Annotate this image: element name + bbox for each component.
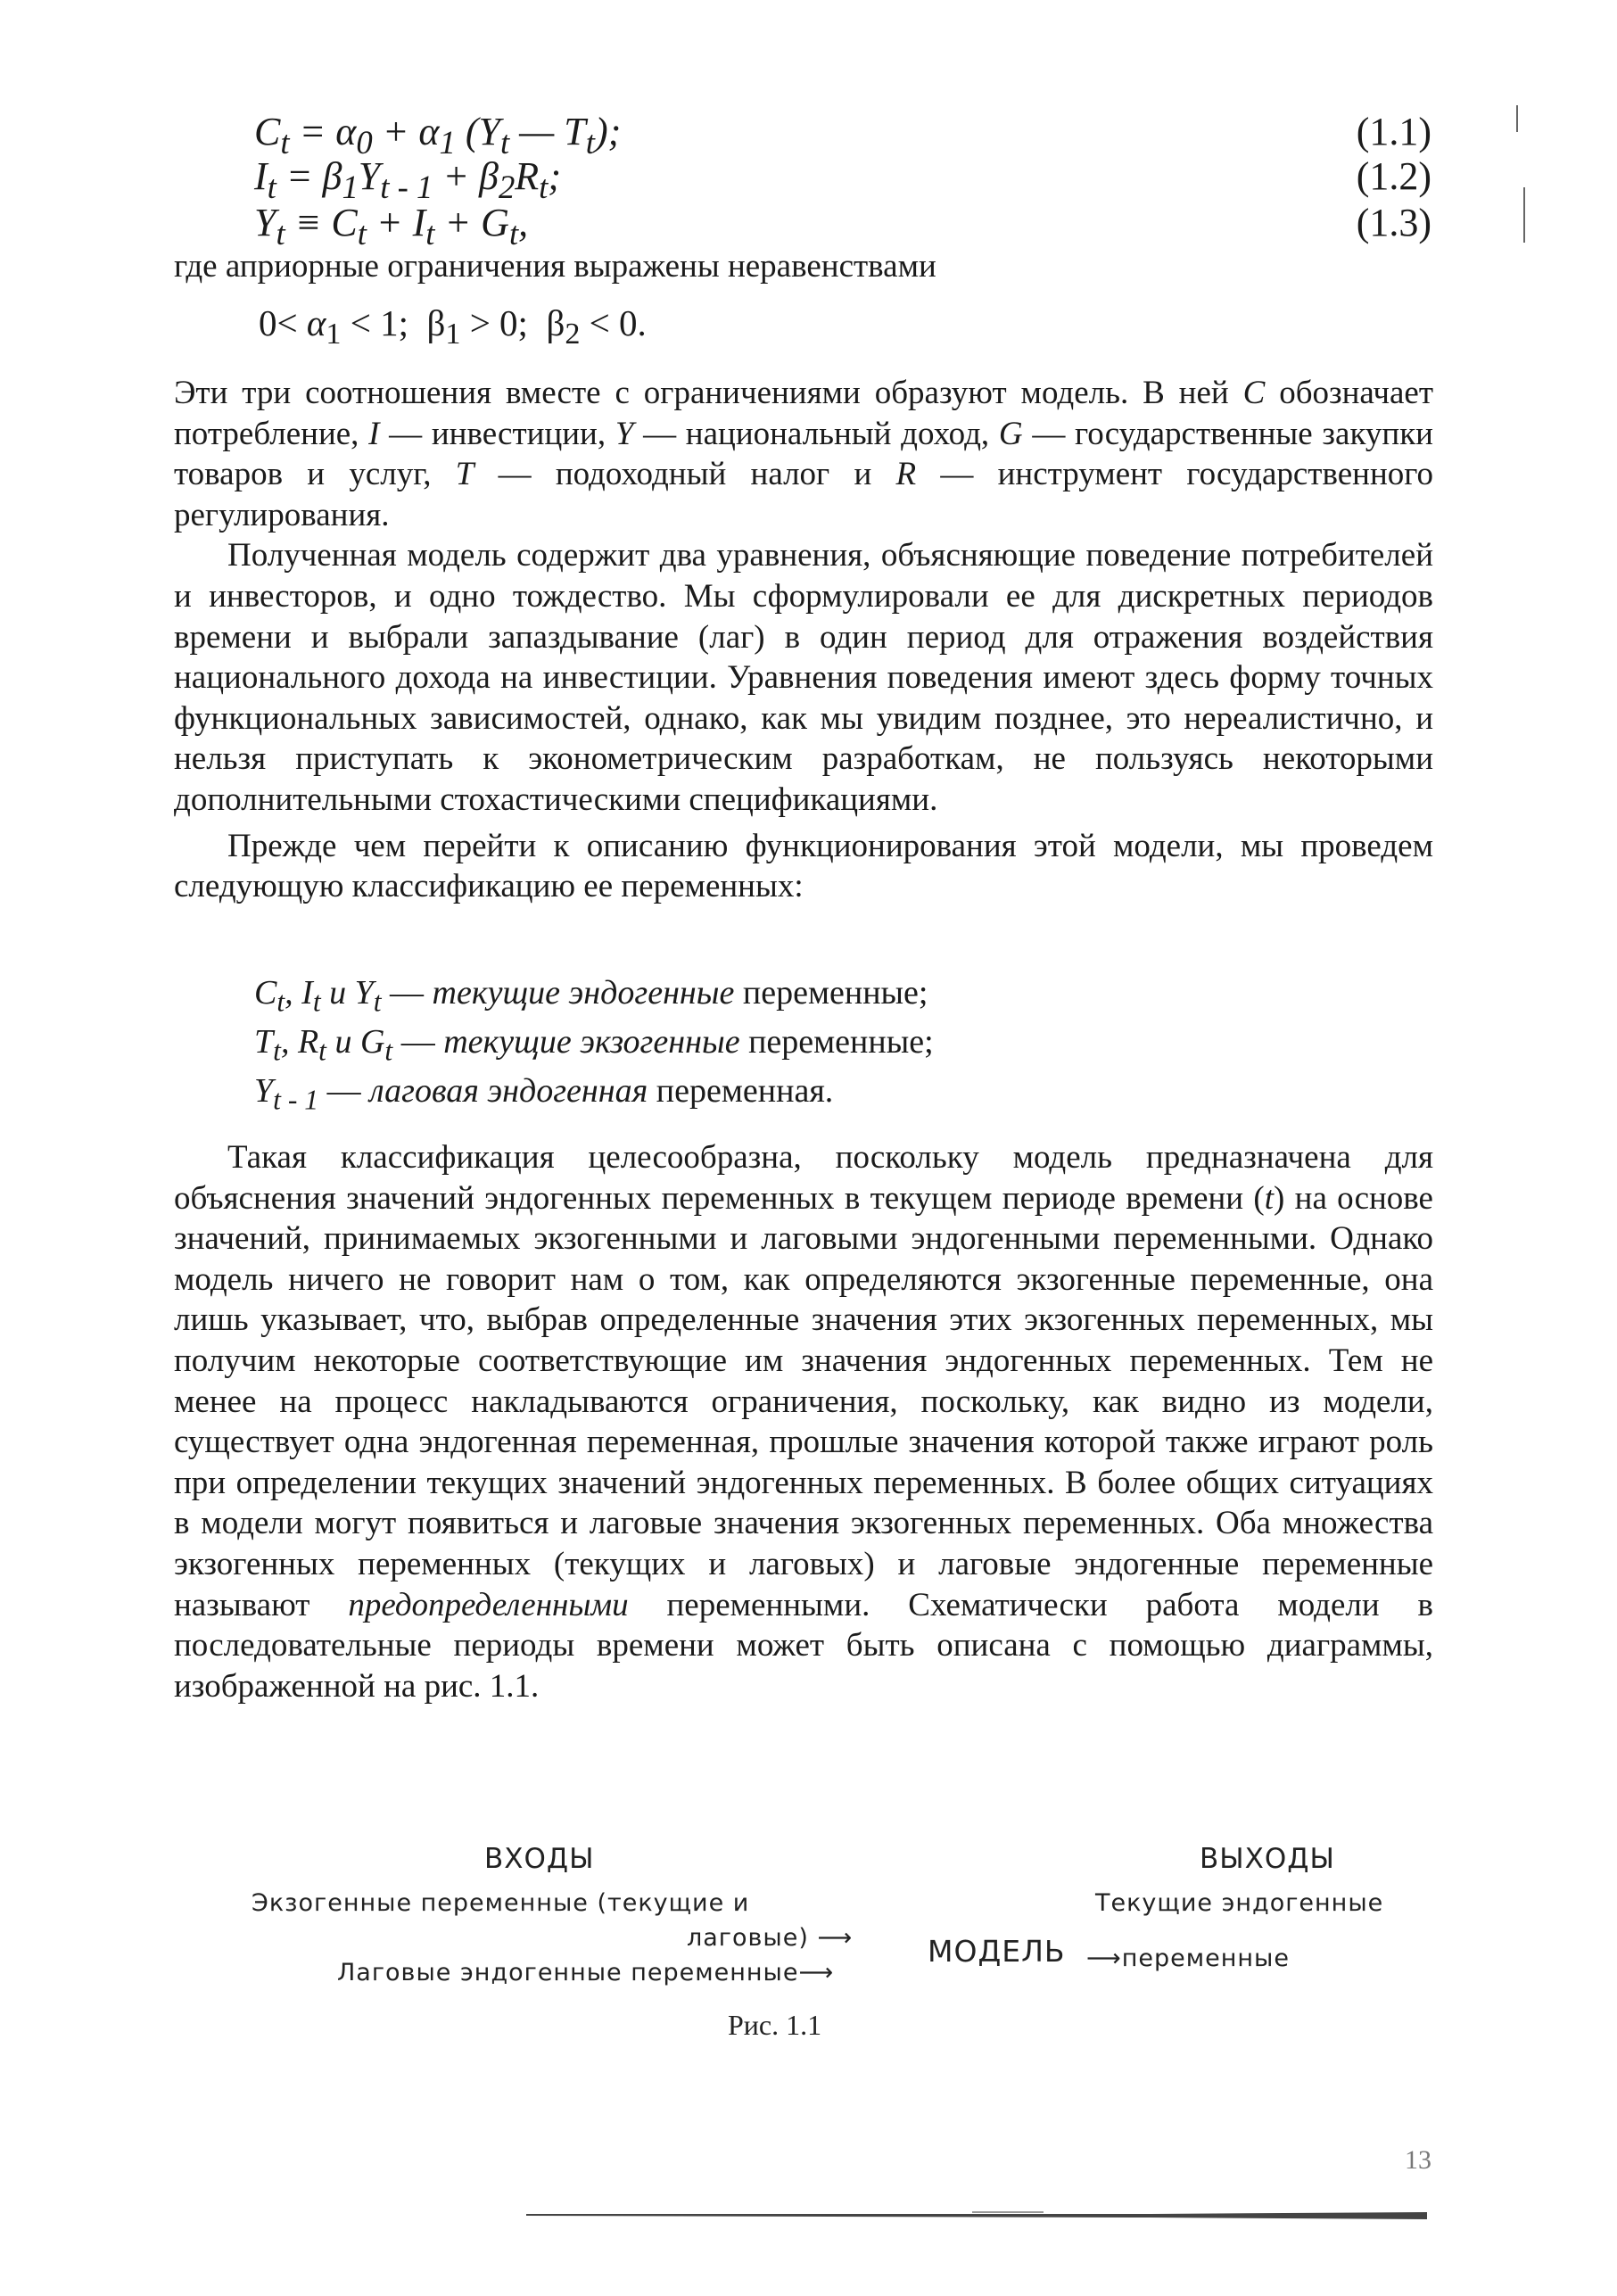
classification-item: $C_t$, $I_t$ и $Y_t$ — текущие эндогенные переменные; bbox=[254, 974, 928, 1018]
constraint-intro: где априорные ограничения выражены неравенствами bbox=[174, 248, 936, 285]
paragraph-block-1 bbox=[174, 373, 1433, 907]
equation-number: (1.2) bbox=[1356, 154, 1431, 198]
equation-lhs: $C_t$ bbox=[254, 110, 290, 161]
diagram-output-current: Текущие эндогенные bbox=[1095, 1889, 1384, 1917]
paragraph-model-description: Полученная модель содержит два уравнения, объясняющие поведение потребителей и инвесторов, и одно тождество. Мы сформулировали ее для дискретных периодов времени и выбрали запаздывание (лаг) в один период для отражения воздействия национального дохода на инвестиции. Уравнения поведения имеют здесь форму точных функциональных зависимостей, однако, как мы увидим позднее, это нереалистично, и нельзя приступать к эконометрическим разработкам, не пользуясь некоторыми дополнительными стохастическими спецификациями. bbox=[174, 537, 1433, 818]
equation-body: = $\beta_1Y_{t - 1} + \beta_2R_t$; bbox=[285, 154, 561, 205]
constraints: $0< \alpha_1 < 1$; $\beta_1 > 0$; $\beta_2 < 0$. bbox=[259, 302, 647, 351]
diagram-outputs-title: ВЫХОДЫ bbox=[1200, 1843, 1335, 1875]
diagram-input-lagged: Лаговые эндогенные переменные⟶ bbox=[337, 1959, 835, 1986]
diagram-output-variables: ⟶переменные bbox=[1086, 1945, 1290, 1972]
scan-margin-mark bbox=[1523, 187, 1525, 243]
paragraph-classification-intro: Прежде чем перейти к описанию функционирования этой модели, мы проведем следующую классификацию ее переменных: bbox=[174, 827, 1433, 905]
figure-caption: Рис. 1.1 bbox=[728, 2009, 822, 2041]
equation-number: (1.1) bbox=[1356, 110, 1431, 153]
equation-body: ≡ $C_t + I_t + G_t$, bbox=[294, 201, 529, 252]
scan-bottom-rule bbox=[526, 2209, 1427, 2221]
equation-lhs: $Y_t$ bbox=[254, 201, 285, 252]
diagram-input-exogenous-cont: лаговые) ⟶ bbox=[687, 1924, 854, 1952]
equation-body: = $\alpha_0 + \alpha_1$ ($Y_t$ — $T_t$); bbox=[299, 110, 622, 161]
diagram-inputs-title: ВХОДЫ bbox=[484, 1843, 595, 1875]
diagram-input-exogenous: Экзогенные переменные (текущие и bbox=[252, 1889, 750, 1917]
equation-1-2 bbox=[254, 152, 1431, 205]
paragraph-block-2 bbox=[174, 1137, 1433, 1706]
paragraph-model-definition: Эти три соотношения вместе с ограничениями образуют модель. В ней C обозначает потребление, I — инвестиции, Y — национальный доход, G — государственные закупки товаров и услуг, T — подоходный налог и R — инструмент государственного регулирования. bbox=[174, 375, 1433, 533]
paragraph-classification-explanation: Такая классификация целесообразна, поскольку модель предназначена для объяснения значений эндогенных переменных в текущем периоде времени (t) на основе значений, принимаемых экзогенными и лаговыми эндогенными переменными. Однако модель ничего не говорит нам о том, как определяются экзогенные переменные, она лишь указывает, что, выбрав определенные значения этих экзогенных переменных, мы получим некоторые соответствующие им значения эндогенных переменных. Тем не менее на процесс накладываются ограничения, поскольку, как видно из модели, существует одна эндогенная переменная, прошлые значения которой также играют роль при определении текущих значений эндогенных переменных. В более общих ситуациях в модели могут появиться и лаговые значения экзогенных переменных. Оба множества экзогенных переменных (текущих и лаговых) и лаговые эндогенные переменные называют предопределенными переменными. Схематически работа модели в последовательные периоды времени может быть описана с помощью диаграммы, изображенной на рис. 1.1. bbox=[174, 1139, 1433, 1705]
equation-number: (1.3) bbox=[1356, 201, 1431, 244]
equation-1-3 bbox=[254, 198, 1431, 252]
classification-item: $T_t$, $R_t$ и $G_t$ — текущие экзогенные переменные; bbox=[254, 1023, 934, 1067]
classification-item: $Y_{t - 1}$ — лаговая эндогенная переменная. bbox=[254, 1072, 834, 1116]
scan-margin-mark bbox=[1516, 105, 1518, 132]
diagram-model: МОДЕЛЬ bbox=[928, 1934, 1066, 1969]
page-number: 13 bbox=[1405, 2145, 1431, 2175]
equation-lhs: $I_t$ bbox=[254, 154, 276, 205]
equation-1-1 bbox=[254, 107, 1431, 161]
